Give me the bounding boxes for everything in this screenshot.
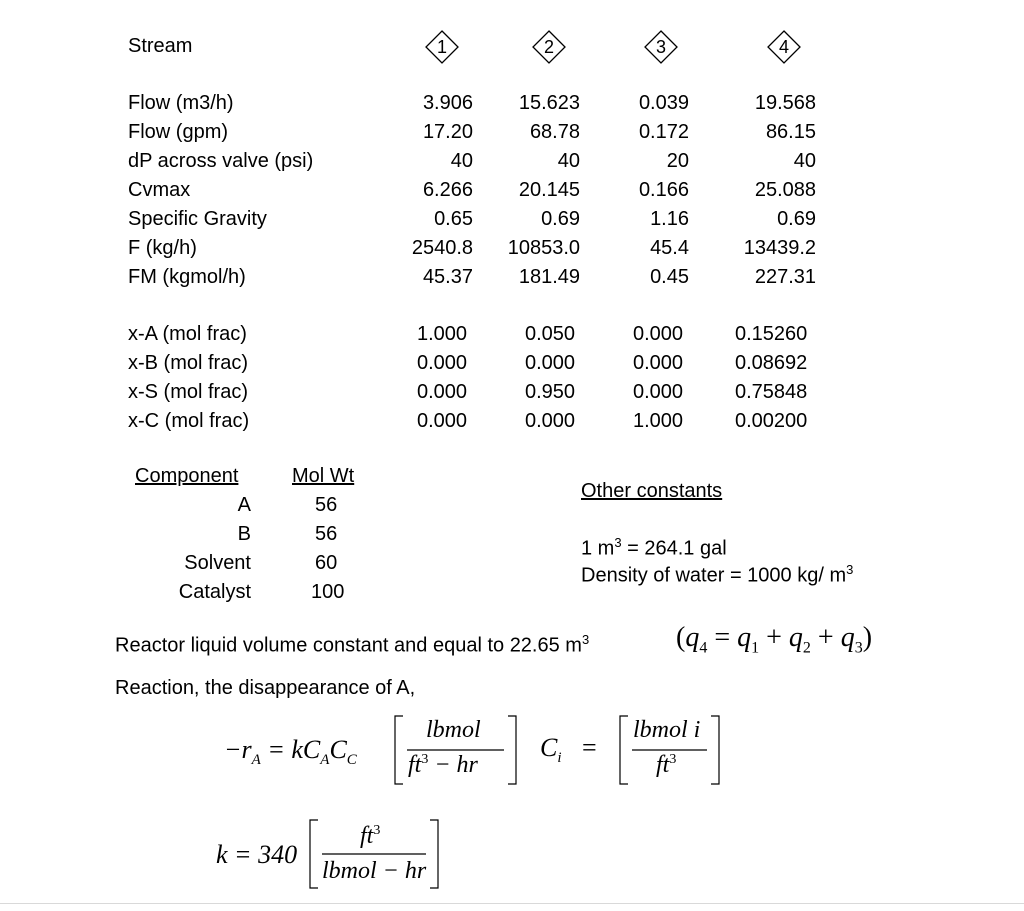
equals-sign: = (582, 733, 597, 762)
cell-value: 6.266 (422, 179, 473, 201)
cell-value: 20.145 (518, 179, 580, 201)
cell-value: 0.08692 (735, 352, 808, 374)
row-label: Flow (gpm) (128, 121, 229, 143)
cell-value: 0.15260 (735, 323, 808, 345)
cell-value: 0.050 (525, 323, 576, 345)
cell-value: 0.000 (633, 352, 684, 374)
cell-value: 19.568 (754, 92, 816, 114)
stream-2-diamond (531, 29, 567, 65)
rate-constant-units-numerator: $ft^3$ (360, 823, 381, 849)
constant-water-density: Density of water = 1000 kg/ $m^3$ (581, 562, 854, 587)
concentration-symbol: $C_i$ (540, 733, 562, 767)
cell-value: 0.000 (417, 381, 468, 403)
stream-3-number: 3 (655, 37, 666, 57)
cell-value: 86.15 (765, 121, 816, 143)
rate-constant-units-denominator: lbmol − hr (322, 858, 427, 884)
rate-units-numerator: lbmol (426, 717, 481, 743)
cell-value: 20 (666, 150, 689, 172)
rate-units-denominator: $ft^3$ − hr (408, 752, 478, 778)
row-label: dP across valve (psi) (128, 150, 314, 172)
cell-value: 17.20 (422, 121, 473, 143)
cell-value: 0.039 (638, 92, 689, 114)
stream-2-number: 2 (543, 37, 554, 57)
cell-value: 15.623 (518, 92, 580, 114)
cell-value: 181.49 (518, 266, 580, 288)
component-molwt: 60 (315, 552, 338, 574)
row-label: x-A (mol frac) (128, 323, 247, 345)
cell-value: 0.000 (633, 381, 684, 403)
cell-value: 0.69 (777, 208, 816, 230)
stream-header-label: Stream (128, 35, 193, 57)
component-name: Solvent (184, 552, 251, 574)
cell-value: 0.950 (525, 381, 576, 403)
row-label: x-B (mol frac) (128, 352, 248, 374)
constants-title: Other constants (581, 480, 723, 502)
cell-value: 1.000 (633, 410, 684, 432)
cell-value: 0.000 (525, 352, 576, 374)
row-label: FM (kgmol/h) (128, 266, 246, 288)
cell-value: 40 (557, 150, 580, 172)
page-divider (0, 903, 1024, 904)
cell-value: 0.000 (525, 410, 576, 432)
row-label: x-C (mol frac) (128, 410, 250, 432)
concentration-units-numerator: lbmol i (633, 717, 701, 743)
cell-value: 0.65 (434, 208, 473, 230)
concentration-units-denominator: $ft^3$ (656, 752, 677, 778)
rate-law: $-r_A = kC_AC_C$ (224, 735, 357, 769)
row-label: Specific Gravity (128, 208, 267, 230)
cell-value: 40 (450, 150, 473, 172)
cell-value: 13439.2 (743, 237, 816, 259)
cell-value: 0.000 (417, 352, 468, 374)
component-molwt: 56 (315, 523, 338, 545)
stream-4-number: 4 (778, 37, 789, 57)
cell-value: 2540.8 (411, 237, 473, 259)
component-molwt: 56 (315, 494, 338, 516)
cell-value: 0.00200 (735, 410, 808, 432)
cell-value: 0.166 (638, 179, 689, 201)
stream-1-number: 1 (436, 37, 447, 57)
cell-value: 0.000 (417, 410, 468, 432)
cell-value: 45.4 (650, 237, 689, 259)
cell-value: 0.69 (541, 208, 580, 230)
component-molwt: 100 (311, 581, 345, 603)
cell-value: 40 (793, 150, 816, 172)
cell-value: 0.75848 (735, 381, 808, 403)
cell-value: 1.16 (650, 208, 689, 230)
stream-3-diamond (643, 29, 679, 65)
cell-value: 68.78 (529, 121, 580, 143)
cell-value: 1.000 (417, 323, 468, 345)
cell-value: 0.172 (638, 121, 689, 143)
component-name: A (237, 494, 251, 516)
row-label: F (kg/h) (128, 237, 197, 259)
cell-value: 10853.0 (507, 237, 580, 259)
molwt-header: Mol Wt (292, 465, 355, 487)
component-header: Component (135, 465, 239, 487)
cell-value: 25.088 (754, 179, 816, 201)
cell-value: 0.000 (633, 323, 684, 345)
cell-value: 3.906 (422, 92, 473, 114)
stream-1-diamond (424, 29, 460, 65)
row-label: Flow (m3/h) (128, 92, 234, 114)
constant-volume-conversion: 1 $m^3 = 264.1$ gal (581, 535, 727, 560)
cell-value: 0.45 (650, 266, 689, 288)
cell-value: 45.37 (422, 266, 473, 288)
component-name: B (237, 523, 251, 545)
row-label: Cvmax (128, 179, 191, 201)
rate-constant: k = 340 (216, 840, 298, 869)
reactor-volume-text: Reactor liquid volume constant and equal to 22.65 $m^3$ (115, 632, 590, 657)
cell-value: 227.31 (754, 266, 816, 288)
stream-4-diamond (766, 29, 802, 65)
component-name: Catalyst (178, 581, 251, 603)
flow-balance-equation: $(q_4 = q_1 + q_2 + q_3)$ (676, 622, 873, 657)
reaction-text: Reaction, the disappearance of A, (115, 677, 416, 699)
row-label: x-S (mol frac) (128, 381, 248, 403)
